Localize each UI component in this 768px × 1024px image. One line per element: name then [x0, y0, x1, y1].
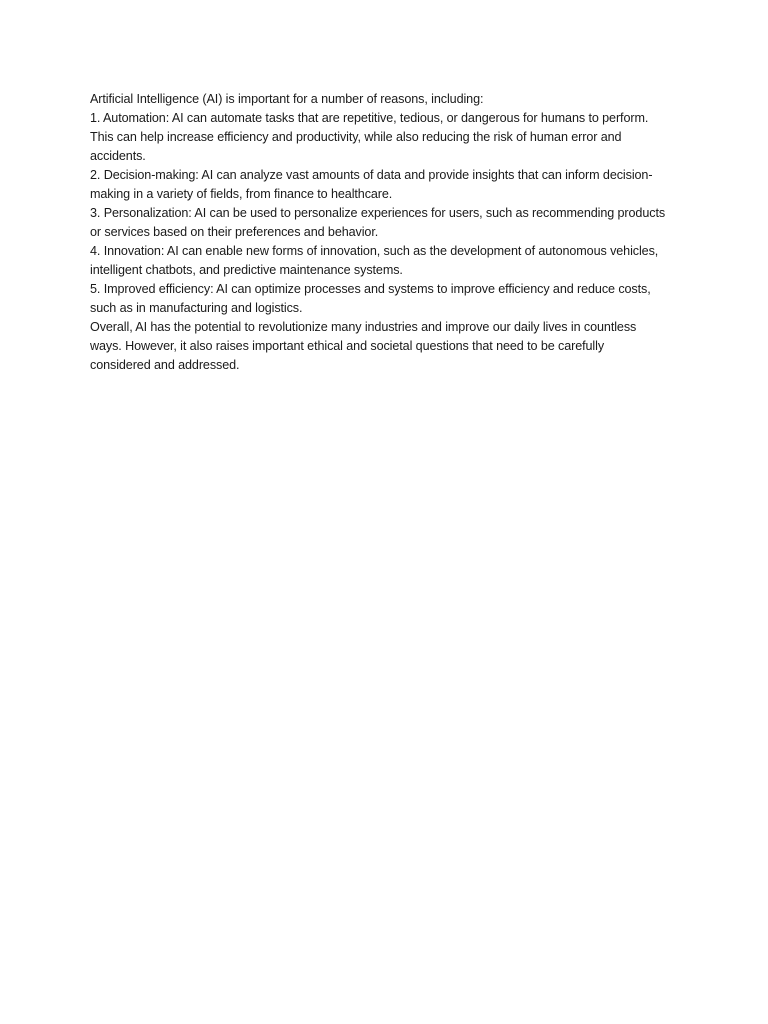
intro-paragraph: Artificial Intelligence (AI) is important for a number of reasons, including:	[90, 92, 484, 106]
conclusion-paragraph: Overall, AI has the potential to revolutionize many industries and improve our daily lives in countless ways. However, it also raises important ethical and societal questions that need to be carefully considered and addressed.	[90, 320, 637, 372]
point-innovation: 4. Innovation: AI can enable new forms of innovation, such as the development of autonomous vehicles, intelligent chatbots, and predictive maintenance systems.	[90, 244, 659, 277]
point-automation: 1. Automation: AI can automate tasks that are repetitive, tedious, or dangerous for humans to perform. This can help increase efficiency and productivity, while also reducing the risk of human error and accidents.	[90, 111, 649, 163]
document-body	[90, 90, 682, 375]
point-improved-efficiency: 5. Improved efficiency: AI can optimize processes and systems to improve efficiency and reduce costs, such as in manufacturing and logistics.	[90, 282, 651, 315]
point-personalization: 3. Personalization: AI can be used to personalize experiences for users, such as recommending products or services based on their preferences and behavior.	[90, 206, 666, 239]
point-decision-making: 2. Decision-making: AI can analyze vast amounts of data and provide insights that can inform decision- making in a variety of fields, from finance to healthcare.	[90, 168, 653, 201]
